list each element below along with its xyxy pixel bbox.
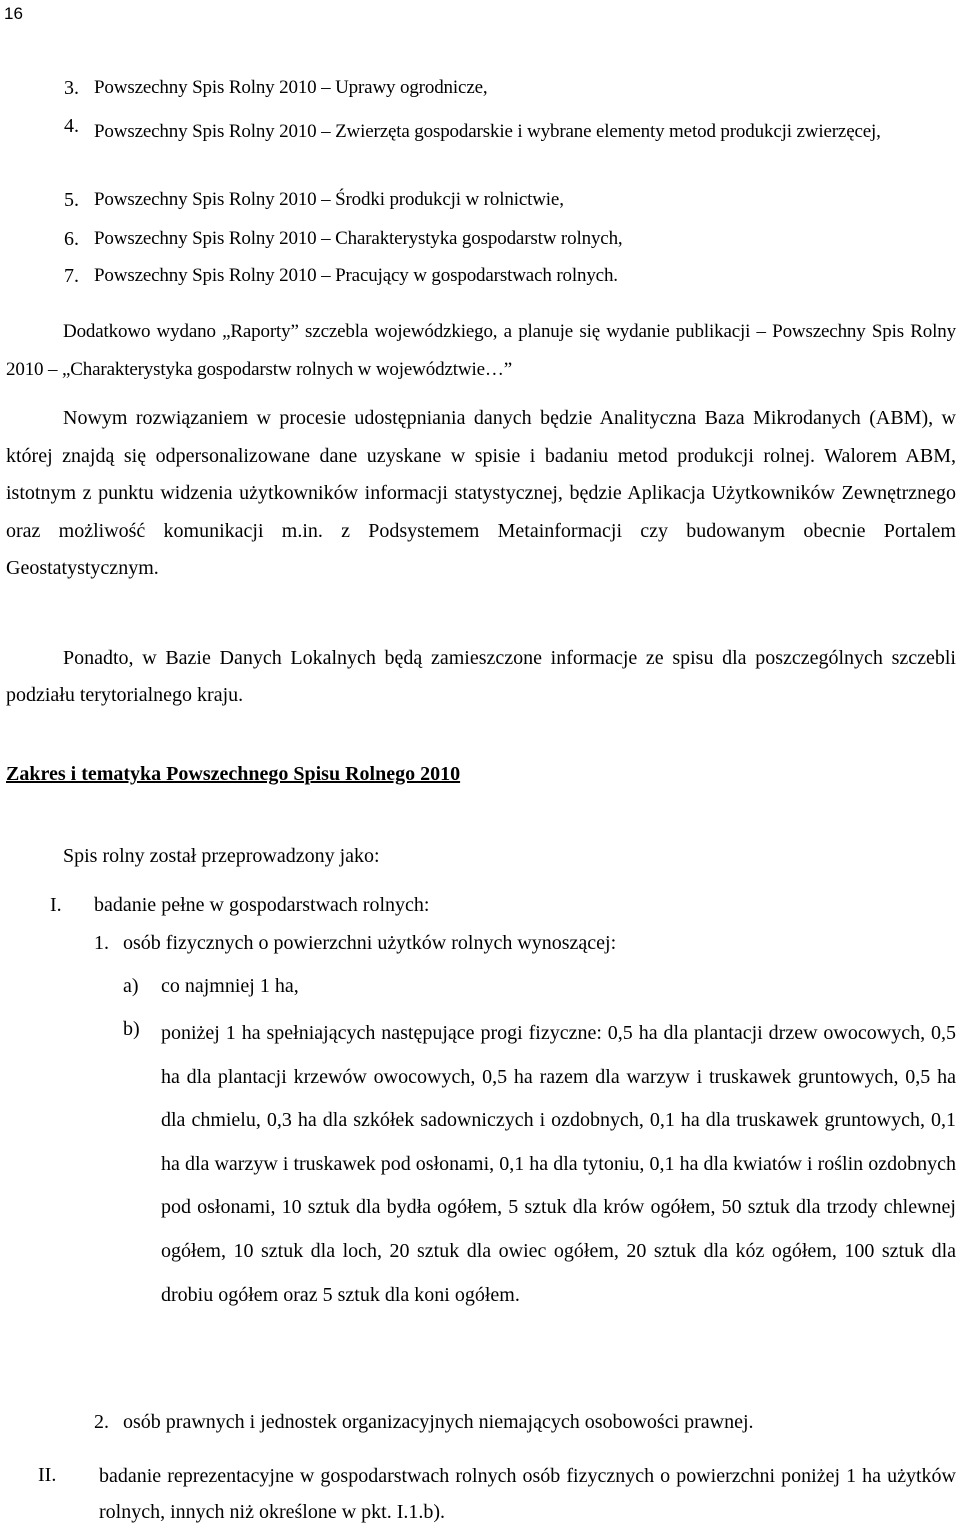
list-item-number: 3. <box>64 77 79 99</box>
paragraph: Dodatkowo wydano „Raporty” szczebla wojewódzkiego, a planuje się wydanie publikacji – Powszechny Spis Rolny 2010 – „Charakterystyka gospodarstw rolnych w województwie…” <box>6 321 956 380</box>
list-item-text: poniżej 1 ha spełniających następujące progi fizyczne: 0,5 ha dla plantacji drzew owocowych, 0,5 ha dla plantacji krzewów owocowych, 0,5 ha razem dla warzyw i truskawek gruntowych, 0,5 ha dla chmielu, 0,3 ha dla szkółek sadowniczych i ozdobnych, 0,1 ha dla truskawek gruntowych, 0,1 ha dla warzyw i truskawek pod osłonami, 0,1 ha dla tytoniu, 0,1 ha dla kwiatów i roślin ozdobnych pod osłonami, 10 sztuk dla bydła ogółem, 5 sztuk dla krów ogółem, 50 sztuk dla trzody chlewnej ogółem, 10 sztuk dla loch, 20 sztuk dla owiec ogółem, 20 sztuk dla kóz ogółem, 100 sztuk dla drobiu ogółem oraz 5 sztuk dla koni ogółem. <box>161 1022 956 1306</box>
section-text: badanie pełne w gospodarstwach rolnych: <box>94 894 430 916</box>
page-number: 16 <box>4 4 23 23</box>
list-item-text: Powszechny Spis Rolny 2010 – Środki produkcji w rolnictwie, <box>94 189 564 210</box>
list-item-number: 4. <box>64 115 79 137</box>
list-item-text: osób prawnych i jednostek organizacyjnych niemających osobowości prawnej. <box>123 1411 754 1433</box>
list-item-text: Powszechny Spis Rolny 2010 – Charakterystyka gospodarstw rolnych, <box>94 228 623 249</box>
list-item-text: Powszechny Spis Rolny 2010 – Uprawy ogrodnicze, <box>94 77 488 98</box>
list-item-text: co najmniej 1 ha, <box>161 975 299 997</box>
list-item-number: 7. <box>64 265 79 287</box>
paragraph: Nowym rozwiązaniem w procesie udostępniania danych będzie Analityczna Baza Mikrodanych (ABM), w której znajdą się odpersonalizowane dane uzyskane w spisie i badaniu metod produkcji rolnej. Walorem ABM, istotnym z punktu widzenia użytkowników informacji statystycznej, będzie Aplikacja Użytkowników Zewnętrznego oraz możliwość komunikacji m.in. z Podsystemem Metainformacji czy budowanym obecnie Portalem Geostatystycznym. <box>6 407 956 579</box>
list-item-number: 2. <box>94 1411 109 1433</box>
list-item-letter: b) <box>123 1018 140 1040</box>
list-item-number: 1. <box>94 932 109 954</box>
roman-numeral: II. <box>38 1464 57 1486</box>
roman-numeral: I. <box>50 894 62 916</box>
list-item-number: 6. <box>64 228 79 250</box>
section-text: badanie reprezentacyjne w gospodarstwach rolnych osób fizycznych o powierzchni poniżej 1 ha użytków rolnych, innych niż określone w pkt. I.1.b). <box>99 1465 956 1523</box>
list-item-text: Powszechny Spis Rolny 2010 – Zwierzęta gospodarskie i wybrane elementy metod produkcji zwierzęcej, <box>94 121 881 142</box>
list-item-number: 5. <box>64 189 79 211</box>
list-item-text: osób fizycznych o powierzchni użytków rolnych wynoszącej: <box>123 932 617 954</box>
section-heading: Zakres i tematyka Powszechnego Spisu Rolnego 2010 <box>6 763 461 785</box>
list-item-letter: a) <box>123 975 139 997</box>
intro-text: Spis rolny został przeprowadzony jako: <box>63 845 380 867</box>
paragraph: Ponadto, w Bazie Danych Lokalnych będą zamieszczone informacje ze spisu dla poszczególnych szczebli podziału terytorialnego kraju. <box>6 647 956 706</box>
list-item-text: Powszechny Spis Rolny 2010 – Pracujący w gospodarstwach rolnych. <box>94 265 618 286</box>
